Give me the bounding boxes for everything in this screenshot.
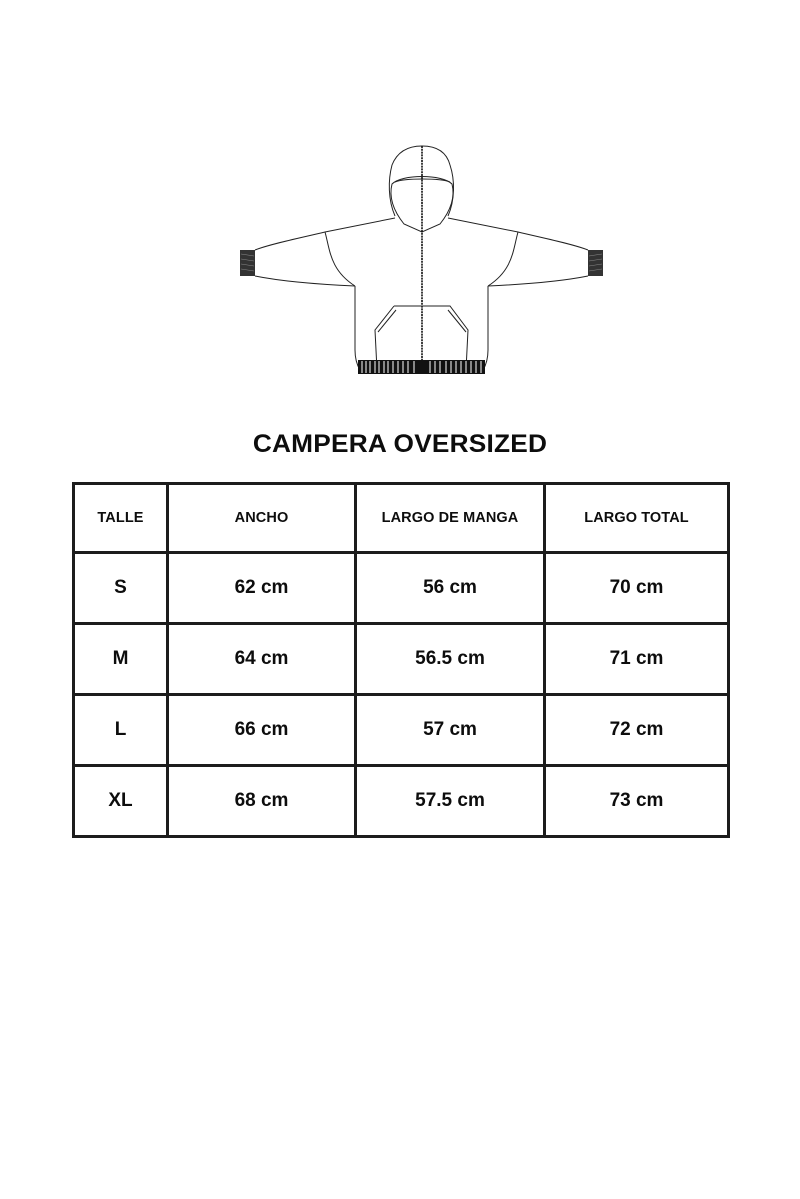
header-ancho: ANCHO: [168, 484, 356, 553]
table-row: [74, 766, 729, 837]
header-talle: TALLE: [74, 484, 168, 553]
ancho-cell: 68 cm: [168, 766, 356, 837]
size-cell: XL: [74, 766, 168, 837]
size-table: [72, 482, 730, 838]
manga-cell: 56.5 cm: [356, 624, 545, 695]
total-cell: 71 cm: [545, 624, 729, 695]
manga-cell: 57.5 cm: [356, 766, 545, 837]
size-cell: M: [74, 624, 168, 695]
manga-cell: 56 cm: [356, 553, 545, 624]
ribbed-hem: [358, 360, 485, 374]
ancho-cell: 66 cm: [168, 695, 356, 766]
ancho-cell: 64 cm: [168, 624, 356, 695]
table-row: [74, 695, 729, 766]
header-largo-total: LARGO TOTAL: [545, 484, 729, 553]
page-title: CAMPERA OVERSIZED: [252, 430, 548, 458]
size-cell: S: [74, 553, 168, 624]
manga-cell: 57 cm: [356, 695, 545, 766]
table-row: [74, 624, 729, 695]
header-largo-de-manga: LARGO DE MANGA: [356, 484, 545, 553]
hoodie-illustration: [230, 140, 610, 380]
total-cell: 70 cm: [545, 553, 729, 624]
table-header-row: [74, 484, 729, 553]
total-cell: 72 cm: [545, 695, 729, 766]
size-cell: L: [74, 695, 168, 766]
table-row: [74, 553, 729, 624]
ancho-cell: 62 cm: [168, 553, 356, 624]
total-cell: 73 cm: [545, 766, 729, 837]
